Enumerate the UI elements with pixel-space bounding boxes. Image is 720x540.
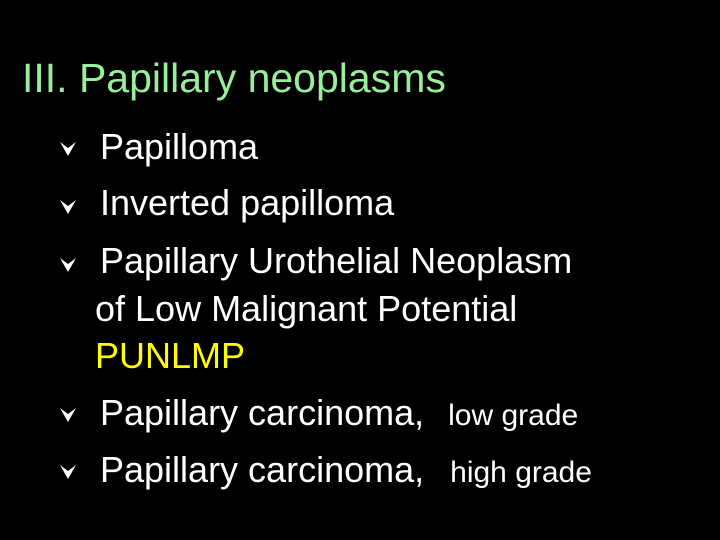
bullet-continuation-line: of Low Malignant Potential [95,288,518,329]
bullet-label: Papilloma [100,126,259,167]
diamond-bullet-icon [58,197,78,217]
bullet-label: Inverted papilloma [100,182,395,223]
diamond-bullet-icon [58,255,78,275]
grade-label: low grade [448,399,579,432]
diamond-bullet-icon [58,405,78,425]
slide-title: III. Papillary neoplasms [22,55,446,101]
punlmp-abbreviation: PUNLMP [95,335,246,376]
bullet-label: Papillary carcinoma, [100,392,425,433]
bullet-label: Papillary Urothelial Neoplasm [100,240,573,281]
diamond-bullet-icon [58,462,78,482]
grade-label: high grade [450,456,592,489]
diamond-bullet-icon [58,139,78,159]
bullet-label: Papillary carcinoma, [100,449,425,490]
